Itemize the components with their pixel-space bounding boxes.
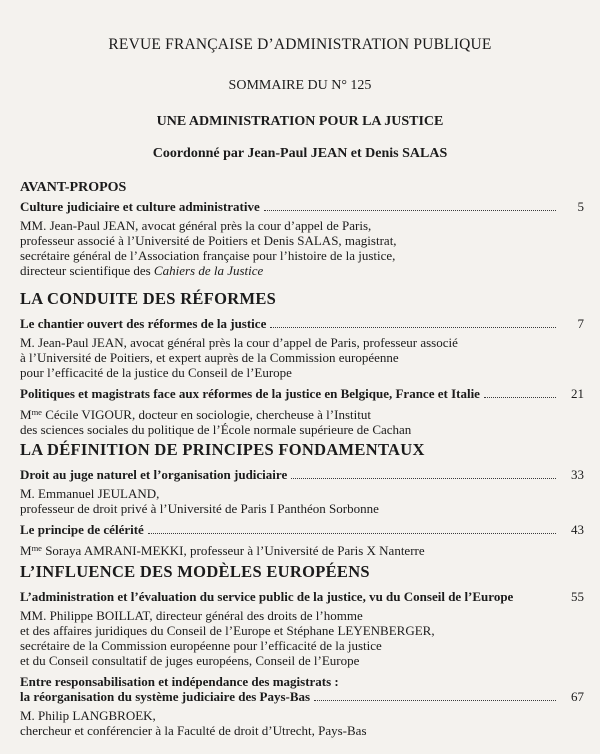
toc-entry[interactable]: [20, 199, 584, 279]
author-line: secrétaire de la Commission européenne pour l’efficacité de la justice: [20, 638, 382, 654]
dot-leader: [264, 210, 556, 211]
entry-title[interactable]: Le principe de célérité: [20, 522, 144, 538]
entry-title-first-line[interactable]: Entre responsabilisation et indépendance des magistrats :: [20, 674, 339, 690]
author-line: professeur de droit privé à l’Université de Paris I Panthéon Sorbonne: [20, 501, 379, 517]
page-number[interactable]: 43: [571, 522, 584, 538]
entry-title-row[interactable]: [20, 386, 584, 402]
page-number[interactable]: 55: [571, 589, 584, 605]
honorific: M: [20, 407, 32, 423]
toc-entry[interactable]: [20, 674, 584, 739]
entry-title[interactable]: Droit au juge naturel et l’organisation judiciaire: [20, 467, 288, 483]
page-number[interactable]: 5: [577, 199, 584, 215]
section-title: L’INFLUENCE DES MODÈLES EUROPÉENS: [20, 562, 370, 581]
author-line: secrétaire général de l’Association française pour l’histoire de la justice,: [20, 248, 396, 264]
dot-leader: [517, 600, 556, 601]
author-line: et du Conseil consultatif de juges européens, Conseil de l’Europe: [20, 653, 360, 669]
section-influence-modeles: [20, 562, 584, 739]
dot-leader: [291, 478, 556, 479]
author-line-text: directeur scientifique des: [20, 263, 154, 279]
journal-title: REVUE FRANÇAISE D’ADMINISTRATION PUBLIQUE: [108, 36, 492, 53]
issue-summary: SOMMAIRE DU N° 125: [228, 78, 372, 93]
honorific: M: [20, 543, 32, 559]
entry-title-row[interactable]: [20, 467, 584, 483]
entry-title-row[interactable]: [20, 589, 584, 605]
page-number[interactable]: 67: [571, 689, 584, 705]
author-line: M. Jean-Paul JEAN, avocat général près la cour d’appel de Paris, professeur associé: [20, 335, 458, 351]
dot-leader: [270, 327, 556, 328]
toc-entry[interactable]: [20, 589, 584, 669]
honorific-superscript: me: [31, 407, 42, 418]
section-definition-principes: [20, 440, 584, 559]
entry-title-row[interactable]: [20, 199, 584, 215]
section-avant-propos: [20, 180, 584, 279]
author-line: chercheur et conférencier à la Faculté de droit d’Utrecht, Pays-Bas: [20, 723, 367, 739]
coordinators: Coordonné par Jean-Paul JEAN et Denis SALAS: [152, 146, 448, 161]
entry-title[interactable]: Le chantier ouvert des réformes de la justice: [20, 316, 267, 332]
author-line-text: Cécile VIGOUR, docteur en sociologie, chercheuse à l’Institut: [41, 407, 371, 423]
entry-title[interactable]: L’administration et l’évaluation du service public de la justice, vu du Conseil de l’Europe: [20, 589, 514, 605]
honorific-superscript: me: [31, 543, 42, 554]
entry-title[interactable]: Culture judiciaire et culture administrative: [20, 199, 260, 215]
author-line: professeur associé à l’Université de Poitiers et Denis SALAS, magistrat,: [20, 233, 397, 249]
toc-entry[interactable]: [20, 386, 584, 438]
entry-title[interactable]: la réorganisation du système judiciaire des Pays-Bas: [20, 689, 311, 705]
toc-entry[interactable]: [20, 316, 584, 381]
dot-leader: [148, 533, 556, 534]
author-line: et des affaires juridiques du Conseil de l’Europe et Stéphane LEYENBERGER,: [20, 623, 435, 639]
author-line: des sciences sociales du politique de l’École normale supérieure de Cachan: [20, 422, 412, 438]
author-line-text: Soraya AMRANI-MEKKI, professeur à l’Université de Paris X Nanterre: [41, 543, 425, 559]
author-line: [20, 405, 580, 422]
entry-title-row[interactable]: [20, 689, 584, 705]
page-number[interactable]: 21: [571, 386, 584, 402]
author-line: M. Emmanuel JEULAND,: [20, 486, 160, 502]
section-title: AVANT-PROPOS: [20, 180, 127, 195]
author-line: MM. Jean-Paul JEAN, avocat général près la cour d’appel de Paris,: [20, 218, 372, 234]
entry-title-row[interactable]: [20, 316, 584, 332]
dot-leader: [484, 397, 556, 398]
author-line: [20, 263, 580, 278]
section-title: LA CONDUITE DES RÉFORMES: [20, 289, 277, 308]
author-line: [20, 541, 580, 558]
entry-title[interactable]: Politiques et magistrats face aux réformes de la justice en Belgique, France et Italie: [20, 386, 480, 402]
page-number[interactable]: 33: [571, 467, 584, 483]
section-conduite-reformes: [20, 289, 584, 438]
author-line: M. Philip LANGBROEK,: [20, 708, 156, 724]
author-line: à l’Université de Poitiers, et expert auprès de la Commission européenne: [20, 350, 399, 366]
author-line: pour l’efficacité de la justice du Conseil de l’Europe: [20, 365, 292, 381]
toc-entry[interactable]: [20, 522, 584, 559]
publication-title: Cahiers de la Justice: [153, 263, 264, 279]
dot-leader: [314, 700, 556, 701]
toc-entry[interactable]: [20, 467, 584, 517]
section-title: LA DÉFINITION DE PRINCIPES FONDAMENTAUX: [20, 440, 425, 459]
author-line: MM. Philippe BOILLAT, directeur général des droits de l’homme: [20, 608, 363, 624]
entry-title-row[interactable]: [20, 522, 584, 538]
issue-theme: UNE ADMINISTRATION POUR LA JUSTICE: [156, 114, 444, 129]
page-number[interactable]: 7: [577, 316, 584, 332]
